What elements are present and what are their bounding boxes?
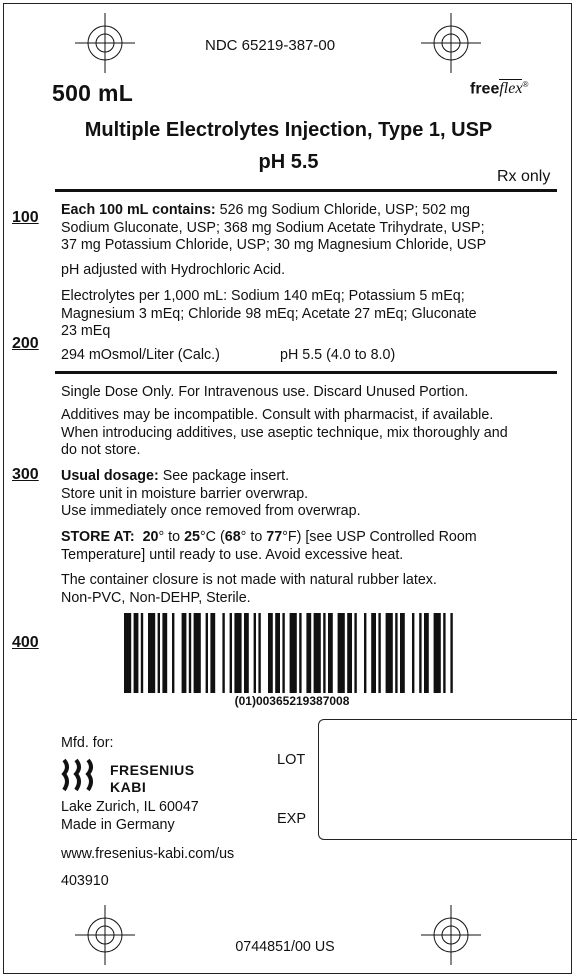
barcode-bar bbox=[275, 613, 280, 693]
barcode-bar bbox=[386, 613, 393, 693]
use-immediately-text: Use immediately once removed from overwrap. bbox=[61, 503, 361, 519]
electrolytes-text: Electrolytes per 1,000 mL: Sodium 140 mEq; Potassium 5 mEq; bbox=[61, 288, 465, 304]
barcode-bar bbox=[443, 613, 445, 693]
product-code: 403910 bbox=[61, 873, 109, 889]
registration-mark-icon bbox=[73, 11, 137, 75]
additives-block bbox=[61, 407, 561, 460]
product-title: Multiple Electrolytes Injection, Type 1, USP bbox=[84, 119, 493, 141]
contains-text: Sodium Gluconate, USP; 368 mg Sodium Acetate Trihydrate, USP; bbox=[61, 219, 485, 236]
barcode-bar bbox=[124, 613, 131, 693]
contains-label: Each 100 mL contains: bbox=[61, 202, 216, 218]
additives-text: When introducing additives, use aseptic technique, mix thoroughly and bbox=[61, 424, 508, 441]
material-text: Non-PVC, Non-DEHP, Sterile. bbox=[61, 589, 251, 606]
scale-mark-200: 200 bbox=[12, 335, 39, 352]
lot-exp-box bbox=[318, 719, 577, 840]
composition-block bbox=[61, 202, 561, 255]
barcode-bar bbox=[434, 613, 441, 693]
osmolarity: 294 mOsmol/Liter (Calc.) bbox=[61, 347, 220, 363]
barcode-bar bbox=[230, 613, 232, 693]
barcode-bar bbox=[299, 613, 301, 693]
store-at-label: STORE AT: bbox=[61, 529, 135, 545]
store-text: °F) [see USP Controlled Room bbox=[282, 529, 477, 545]
store-text: ° to bbox=[240, 529, 267, 545]
barcode-bar bbox=[182, 613, 187, 693]
registration-mark-icon bbox=[419, 11, 483, 75]
product-ph: pH 5.5 bbox=[258, 151, 319, 173]
contains-text: 526 mg Sodium Chloride, USP; 502 mg bbox=[215, 202, 470, 218]
barcode-bar bbox=[189, 613, 191, 693]
barcode-bar bbox=[210, 613, 215, 693]
ndc-number: NDC 65219-387-00 bbox=[205, 37, 336, 54]
fresenius-kabi-logo-icon bbox=[61, 757, 101, 793]
barcode-bar bbox=[354, 613, 356, 693]
barcode-bar bbox=[323, 613, 325, 693]
divider-top bbox=[55, 189, 557, 192]
dosage-text: See package insert. bbox=[158, 468, 290, 484]
ph-range: pH 5.5 (4.0 to 8.0) bbox=[280, 347, 396, 363]
latex-text: The container closure is not made with natural rubber latex. bbox=[61, 572, 437, 588]
store-text: ° to bbox=[158, 529, 185, 545]
registered-mark: ® bbox=[522, 80, 529, 89]
scale-mark-400: 400 bbox=[12, 634, 39, 651]
store-temp: 25 bbox=[184, 529, 200, 545]
barcode-bar bbox=[400, 613, 405, 693]
barcode-bar bbox=[172, 613, 174, 693]
barcode-bar bbox=[371, 613, 376, 693]
barcode-bar bbox=[258, 613, 260, 693]
electrolytes-text: Magnesium 3 mEq; Chloride 98 mEq; Acetate 27 mEq; Gluconate bbox=[61, 305, 477, 322]
barcode-bar bbox=[148, 613, 155, 693]
storage-block bbox=[61, 529, 561, 564]
barcode-bar bbox=[194, 613, 201, 693]
barcode-bar bbox=[378, 613, 380, 693]
barcode-bar bbox=[412, 613, 414, 693]
store-text: °C ( bbox=[199, 529, 225, 545]
electrolytes-text: 23 mEq bbox=[61, 323, 111, 339]
barcode-bar bbox=[395, 613, 397, 693]
address-line: Lake Zurich, IL 60047 bbox=[61, 799, 199, 815]
barcode-bar bbox=[338, 613, 345, 693]
lot-label: LOT bbox=[277, 752, 306, 768]
barcode-bar bbox=[282, 613, 284, 693]
electrolytes-block bbox=[61, 288, 561, 341]
address-line: Made in Germany bbox=[61, 816, 175, 833]
barcode-bar bbox=[419, 613, 421, 693]
barcode-bar bbox=[328, 613, 333, 693]
volume: 500 mL bbox=[52, 80, 134, 106]
barcode-bar bbox=[141, 613, 143, 693]
freeflex-logo bbox=[470, 80, 528, 98]
barcode-bar bbox=[450, 613, 452, 693]
rx-only: Rx only bbox=[497, 168, 551, 185]
logo-flex-text: flex bbox=[499, 80, 523, 98]
registration-mark-icon bbox=[419, 903, 483, 967]
latex-block bbox=[61, 572, 561, 607]
store-temp: 77 bbox=[266, 529, 283, 545]
barcode-bar bbox=[254, 613, 256, 693]
brand-line: FRESENIUS bbox=[110, 762, 195, 778]
logo-free-text: free bbox=[470, 80, 500, 98]
scale-mark-300: 300 bbox=[12, 466, 39, 483]
barcode-bar bbox=[306, 613, 311, 693]
brand-line: KABI bbox=[110, 779, 147, 795]
scale-mark-100: 100 bbox=[12, 209, 39, 226]
additives-text: Additives may be incompatible. Consult with pharmacist, if available. bbox=[61, 407, 494, 423]
barcode-bar bbox=[222, 613, 224, 693]
registration-mark-icon bbox=[73, 903, 137, 967]
barcode-bar bbox=[268, 613, 273, 693]
dosage-label: Usual dosage: bbox=[61, 468, 159, 484]
barcode-bar bbox=[290, 613, 297, 693]
barcode-bar bbox=[206, 613, 208, 693]
ph-adjust: pH adjusted with Hydrochloric Acid. bbox=[61, 262, 286, 278]
divider-middle bbox=[55, 371, 557, 374]
barcode bbox=[124, 613, 460, 693]
barcode-bar bbox=[314, 613, 321, 693]
brand-name bbox=[110, 762, 195, 796]
dosage-block bbox=[61, 468, 561, 521]
barcode-number: (01)00365219387008 bbox=[234, 694, 350, 708]
website: www.fresenius-kabi.com/us bbox=[61, 846, 235, 862]
exp-label: EXP bbox=[277, 811, 307, 827]
additives-text: do not store. bbox=[61, 442, 141, 458]
mfd-for: Mfd. for: bbox=[61, 735, 114, 751]
barcode-bar bbox=[244, 613, 249, 693]
single-dose: Single Dose Only. For Intravenous use. Discard Unused Portion. bbox=[61, 384, 469, 400]
barcode-bar bbox=[162, 613, 167, 693]
barcode-bar bbox=[134, 613, 139, 693]
store-text: Temperature] until ready to use. Avoid excessive heat. bbox=[61, 546, 404, 563]
store-temp: 20 bbox=[142, 529, 159, 545]
barcode-bar bbox=[234, 613, 241, 693]
barcode-bar bbox=[158, 613, 160, 693]
barcode-bar bbox=[424, 613, 429, 693]
store-temp: 68 bbox=[224, 529, 241, 545]
contains-text: 37 mg Potassium Chloride, USP; 30 mg Magnesium Chloride, USP bbox=[61, 237, 487, 253]
barcode-bar bbox=[347, 613, 352, 693]
overwrap-text: Store unit in moisture barrier overwrap. bbox=[61, 485, 309, 502]
footer-code: 0744851/00 US bbox=[235, 939, 335, 955]
barcode-bar bbox=[364, 613, 366, 693]
